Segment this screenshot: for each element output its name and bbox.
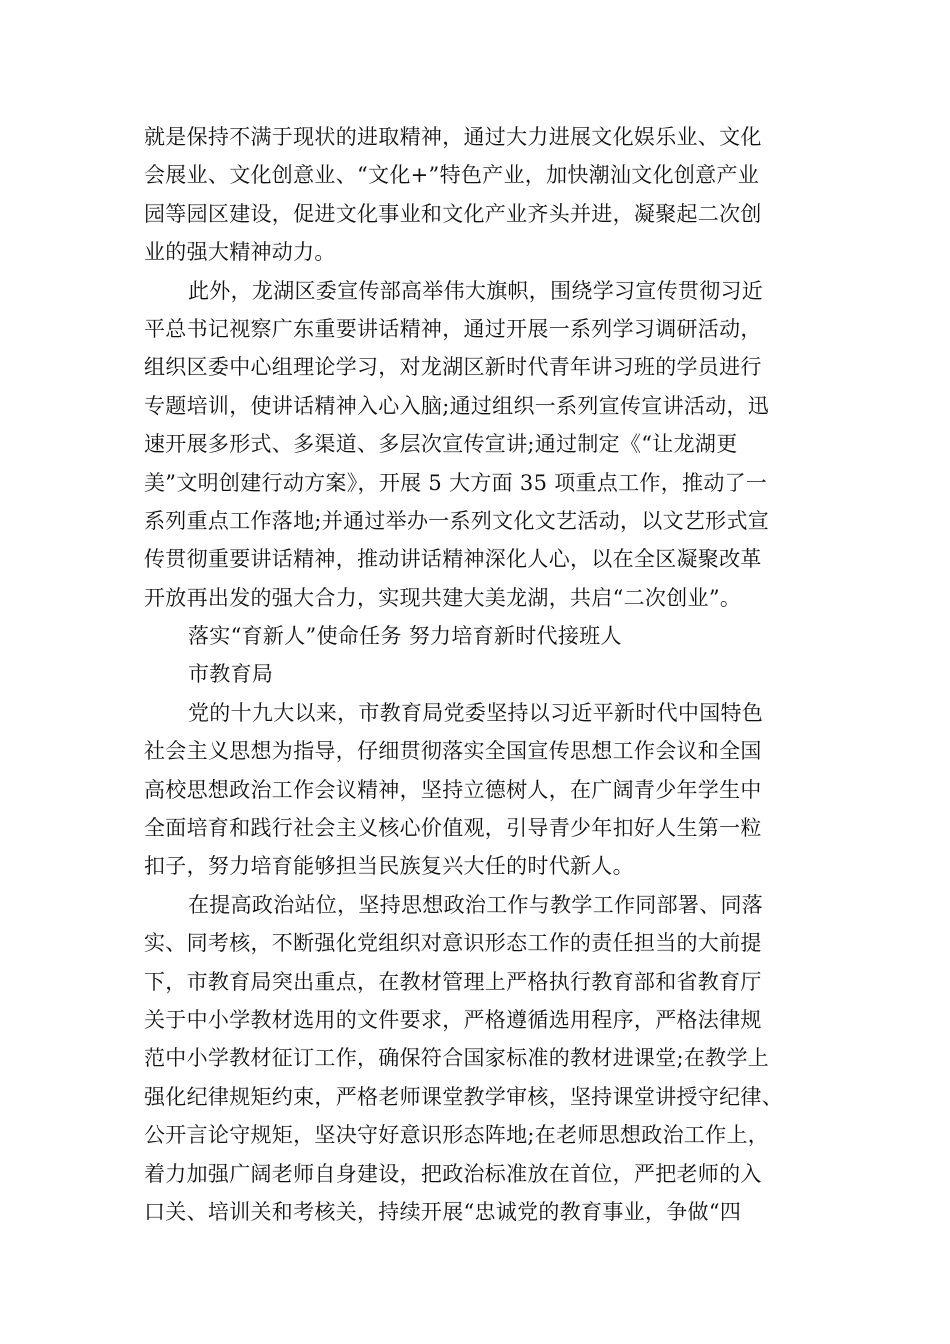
text-line: 扣子，努力培育能够担当民族复兴大任的时代新人。 xyxy=(144,854,634,879)
text-line: 下，市教育局突出重点，在教材管理上严格执行教育部和省教育厅 xyxy=(144,969,762,994)
text-line: 关于中小学教材选用的文件要求，严格遵循选用程序，严格法律规 xyxy=(144,1007,762,1032)
paragraph-start-line: 党的十九大以来，市教育局党委坚持以习近平新时代中国特色 xyxy=(188,700,764,725)
text-line: 范中小学教材征订工作，确保符合国家标准的教材进课堂;在教学上 xyxy=(144,1046,770,1071)
text-line: 着力加强广阔老师自身建设，把政治标准放在首位，严把老师的入 xyxy=(144,1161,762,1186)
text-line: 全面培育和践行社会主义核心价值观，引导青少年扣好人生第一粒 xyxy=(144,816,762,841)
section-heading: 落实“育新人”使命任务 努力培育新时代接班人 xyxy=(188,624,622,649)
text-line: 业的强大精神动力。 xyxy=(144,240,336,265)
text-line: 实、同考核，不断强化党组织对意识形态工作的责任担当的大前提 xyxy=(144,931,762,956)
text-line: 美”文明创建行动方案》，开展 5 大方面 35 项重点工作，推动了一 xyxy=(144,470,768,495)
text-line: 速开展多形式、多渠道、多层次宣传宣讲;通过制定《“让龙湖更 xyxy=(144,432,738,457)
text-line: 平总书记视察广东重要讲话精神，通过开展一系列学习调研活动， xyxy=(144,316,762,341)
document-page xyxy=(144,118,808,1231)
text-line: 开放再出发的强大合力，实现共建大美龙湖，共启“二次创业”。 xyxy=(144,585,742,610)
text-line: 系列重点工作落地;并通过举办一系列文化文艺活动，以文艺形式宣 xyxy=(144,508,770,533)
text-line: 园等园区建设，促进文化事业和文化产业齐头并进，凝聚起二次创 xyxy=(144,201,762,226)
text-line: 传贯彻重要讲话精神，推动讲话精神深化人心，以在全区凝聚改革 xyxy=(144,547,762,572)
text-line: 高校思想政治工作会议精神，坚持立德树人，在广阔青少年学生中 xyxy=(144,777,762,802)
text-line: 强化纪律规矩约束，严格老师课堂教学审核，坚持课堂讲授守纪律、 xyxy=(144,1084,783,1109)
section-author: 市教育局 xyxy=(188,662,274,687)
text-line: 专题培训，使讲话精神入心入脑;通过组织一系列宣传宣讲活动，迅 xyxy=(144,393,770,418)
paragraph-start-line: 在提高政治站位，坚持思想政治工作与教学工作同部署、同落 xyxy=(188,892,764,917)
text-line: 会展业、文化创意业、“文化+”特色产业，加快潮汕文化创意产业 xyxy=(144,163,760,188)
text-line: 公开言论守规矩，坚决守好意识形态阵地;在老师思想政治工作上， xyxy=(144,1123,770,1148)
text-line: 社会主义思想为指导，仔细贯彻落实全国宣传思想工作会议和全国 xyxy=(144,739,762,764)
text-line: 口关、培训关和考核关，持续开展“忠诚党的教育事业，争做“四 xyxy=(144,1199,742,1224)
text-line: 就是保持不满于现状的进取精神，通过大力进展文化娱乐业、文化 xyxy=(144,125,762,149)
paragraph-start-line: 此外，龙湖区委宣传部高举伟大旗帜，围绕学习宣传贯彻习近 xyxy=(188,278,764,303)
text-line: 组织区委中心组理论学习，对龙湖区新时代青年讲习班的学员进行 xyxy=(144,355,762,380)
